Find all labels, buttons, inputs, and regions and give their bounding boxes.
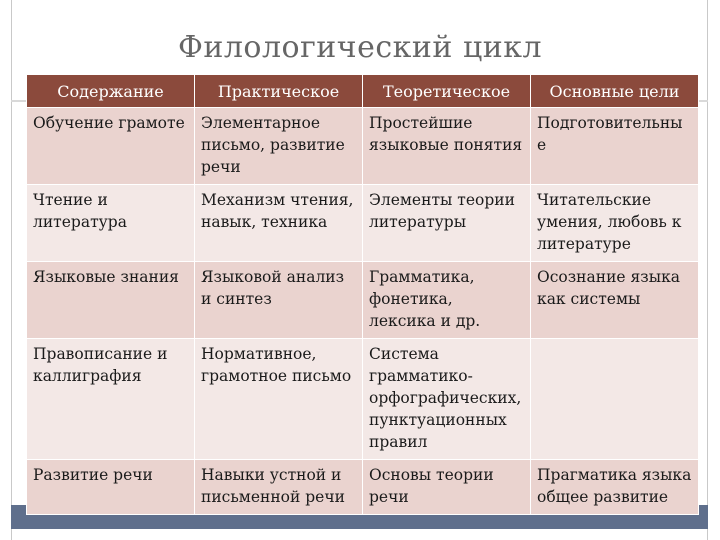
philology-table bbox=[26, 74, 699, 515]
table-cell: Чтение и литература bbox=[27, 185, 195, 262]
table-cell: Обучение грамоте bbox=[27, 108, 195, 185]
table-cell bbox=[531, 339, 699, 460]
table-row bbox=[27, 262, 699, 339]
table-cell: Система грамматико-орфографических, пунктуационных правил bbox=[363, 339, 531, 460]
table-cell: Основы теории речи bbox=[363, 460, 531, 515]
table-header-row bbox=[27, 75, 699, 108]
table-row bbox=[27, 185, 699, 262]
table-row bbox=[27, 108, 699, 185]
table-cell: Элементы теории литературы bbox=[363, 185, 531, 262]
table-cell: Языковые знания bbox=[27, 262, 195, 339]
table-cell: Грамматика, фонетика, лексика и др. bbox=[363, 262, 531, 339]
header-practical: Практическое bbox=[195, 75, 363, 108]
header-content: Содержание bbox=[27, 75, 195, 108]
table-cell: Правописание и каллиграфия bbox=[27, 339, 195, 460]
table-cell: Языковой анализ и синтез bbox=[195, 262, 363, 339]
table-cell: Элементарное письмо, развитие речи bbox=[195, 108, 363, 185]
table-cell: Прагматика языка общее развитие bbox=[531, 460, 699, 515]
table-cell: Развитие речи bbox=[27, 460, 195, 515]
table-cell: Навыки устной и письменной речи bbox=[195, 460, 363, 515]
table-cell: Нормативное, грамотное письмо bbox=[195, 339, 363, 460]
table-cell: Простейшие языковые понятия bbox=[363, 108, 531, 185]
header-theoretical: Теоретическое bbox=[363, 75, 531, 108]
table-cell: Читательские умения, любовь к литературе bbox=[531, 185, 699, 262]
table-cell: Механизм чтения, навык, техника bbox=[195, 185, 363, 262]
table-row bbox=[27, 460, 699, 515]
slide-title: Филологический цикл bbox=[177, 30, 543, 65]
table-cell: Осознание языка как системы bbox=[531, 262, 699, 339]
table-row bbox=[27, 339, 699, 460]
header-goals: Основные цели bbox=[531, 75, 699, 108]
table-cell: Подготовительны е bbox=[531, 108, 699, 185]
